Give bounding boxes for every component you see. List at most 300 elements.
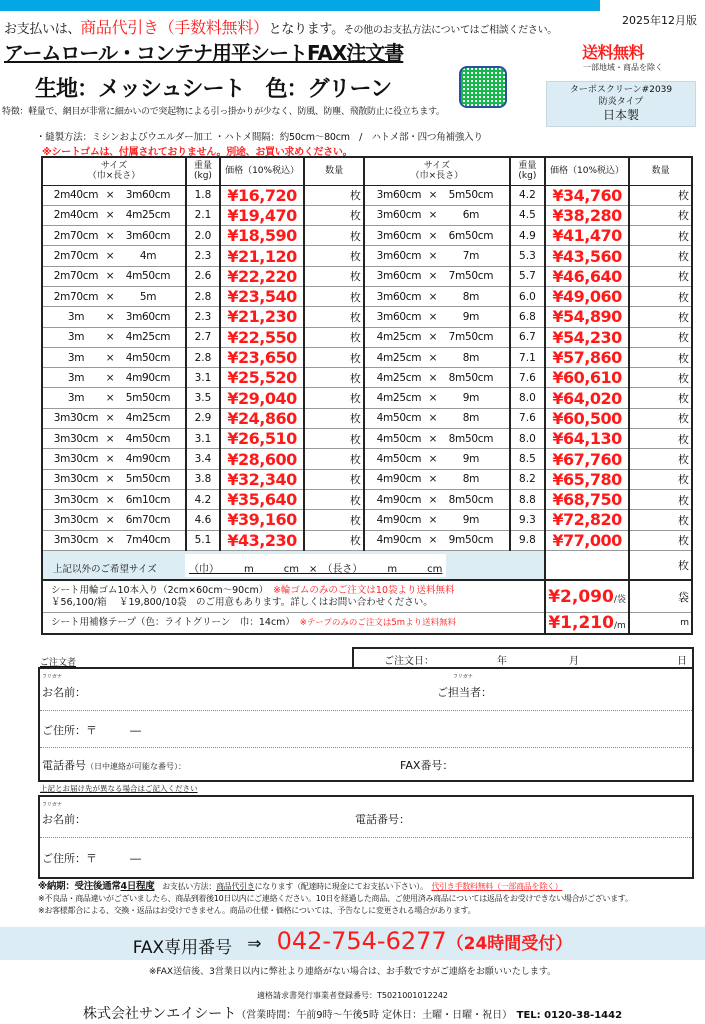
qty-cell[interactable]: 枚 [629, 327, 692, 347]
size-length: 3m60cm [125, 229, 171, 242]
qty-cell[interactable]: 枚 [629, 286, 692, 306]
qty-cell[interactable]: 枚 [304, 307, 364, 327]
times-sign: × [105, 534, 115, 547]
weight-cell: 6.0 [510, 286, 545, 306]
business-hours: （営業時間：午前9時～午後5時 定休日：土曜・日曜・祝日） [236, 1010, 513, 1021]
weight-cell: 2.6 [186, 266, 220, 286]
times-sign: × [105, 493, 115, 506]
payment-suffix: となります。 [268, 22, 344, 37]
size-length: 5m50cm [125, 392, 171, 405]
weight-cell: 2.1 [186, 205, 220, 225]
price-cell: ¥21,230 [220, 307, 304, 327]
times-sign: × [428, 290, 438, 303]
size-cell [42, 286, 186, 306]
size-length: 9m50cm [448, 534, 494, 547]
header-qty: 数量 [629, 157, 692, 185]
size-cell [364, 286, 510, 306]
orderer-contact-label: ご担当者： [437, 686, 492, 699]
free-shipping-badge: 送料無料 [582, 43, 645, 62]
rubber-band-line2: ￥56,100/箱 ￥19,800/10袋 のご用意もあります。詳しくはお問い合わせください。 [51, 596, 433, 608]
size-cell [42, 347, 186, 367]
table-row [42, 489, 692, 509]
delivery-name-label: お名前： [42, 813, 86, 826]
size-cell [364, 246, 510, 266]
weight-cell: 9.3 [510, 510, 545, 530]
table-row [42, 368, 692, 388]
size-width: 3m [67, 331, 85, 344]
size-cell [42, 327, 186, 347]
size-cell [42, 226, 186, 246]
size-length: 5m50cm [125, 473, 171, 486]
header-price: 価格（10%税込） [220, 157, 304, 185]
delivery-name-furigana: フリガナ [42, 802, 62, 808]
info-product-name: ターポスクリーン#2039 [569, 85, 673, 95]
note-returns: ※お客様都合による、交換・返品はお受けできません。商品の仕様・価格については、予告なしに変更される場合があります。 [38, 906, 476, 915]
delivery-name-row[interactable] [40, 797, 692, 838]
size-cell [364, 429, 510, 449]
size-length: 4m50cm [125, 270, 171, 283]
size-cell [364, 185, 510, 205]
qty-cell[interactable]: 枚 [629, 469, 692, 489]
feature-text: 特徴：軽量で、網目が非常に細かいので突起物による引っ掛かりが少なく、防風、防塵、飛散防止に役立ちます。 [2, 107, 445, 117]
header-price: 価格（10%税込） [545, 157, 629, 185]
qty-cell[interactable]: 枚 [629, 307, 692, 327]
weight-cell: 3.1 [186, 368, 220, 388]
price-table [41, 156, 693, 635]
size-width: 3m60cm [376, 229, 422, 242]
price-cell: ¥26,510 [220, 429, 304, 449]
size-cell [42, 266, 186, 286]
size-cell [42, 185, 186, 205]
weight-cell: 4.5 [510, 205, 545, 225]
price-cell: ¥22,550 [220, 327, 304, 347]
orderer-name-row[interactable] [40, 669, 692, 711]
price-cell: ¥24,860 [220, 408, 304, 428]
qty-cell[interactable]: 枚 [629, 368, 692, 388]
size-width: 2m70cm [53, 229, 99, 242]
weight-cell: 2.9 [186, 408, 220, 428]
size-width: 3m60cm [376, 310, 422, 323]
note-defects: ※不良品・商品違いがございましたら、商品到着後10日以内にご連絡ください。10日を経過した商品、ご使用済み商品については返品をお受けできない場合がございます。 [38, 894, 633, 903]
size-cell [42, 489, 186, 509]
weight-cell: 5.7 [510, 266, 545, 286]
qty-cell[interactable]: 枚 [304, 205, 364, 225]
times-sign: × [105, 270, 115, 283]
size-width: 4m90cm [376, 534, 422, 547]
size-width: 4m50cm [376, 412, 422, 425]
weight-cell: 2.0 [186, 226, 220, 246]
qty-cell[interactable]: 枚 [629, 489, 692, 509]
weight-cell: 2.8 [186, 347, 220, 367]
table-header-row [42, 157, 692, 185]
times-sign: × [428, 189, 438, 202]
size-cell [364, 530, 510, 550]
price-cell: ¥39,160 [220, 510, 304, 530]
table-row [42, 388, 692, 408]
times-sign: × [105, 290, 115, 303]
times-sign: × [105, 310, 115, 323]
size-width: 2m70cm [53, 250, 99, 263]
weight-cell: 6.8 [510, 307, 545, 327]
rubber-band-desc [42, 580, 545, 612]
times-sign: × [428, 250, 438, 263]
size-length: 5m [139, 290, 157, 303]
qty-cell[interactable]: 枚 [304, 286, 364, 306]
price-cell: ¥18,590 [220, 226, 304, 246]
times-sign: × [428, 331, 438, 344]
weight-cell: 3.4 [186, 449, 220, 469]
repair-tape-line: シート用補修テープ（色：ライトグリーン 巾：14cm） [51, 617, 291, 629]
qty-cell[interactable]: 枚 [304, 368, 364, 388]
size-width: 4m90cm [376, 513, 422, 526]
size-width: 3m60cm [376, 209, 422, 222]
weight-cell: 3.1 [186, 429, 220, 449]
size-cell [364, 489, 510, 509]
table-row [42, 530, 692, 550]
size-cell [42, 205, 186, 225]
order-date-year: 年 [497, 656, 507, 667]
company-tel: TEL: 0120-38-1442 [516, 1010, 623, 1021]
qty-cell[interactable]: 枚 [629, 226, 692, 246]
header-weight: 重量 (kg) [510, 157, 545, 185]
size-cell [364, 226, 510, 246]
orderer-name-label: お名前： [42, 686, 86, 699]
order-date-field[interactable] [352, 647, 694, 668]
qty-cell[interactable]: 枚 [304, 530, 364, 550]
orderer-form [38, 667, 694, 782]
size-width: 3m30cm [53, 432, 99, 445]
weight-cell: 7.1 [510, 347, 545, 367]
price-cell: ¥29,040 [220, 388, 304, 408]
size-length: 8m50cm [448, 371, 494, 384]
weight-cell: 8.0 [510, 429, 545, 449]
size-width: 2m70cm [53, 270, 99, 283]
table-row [42, 449, 692, 469]
weight-cell: 3.5 [186, 388, 220, 408]
times-sign: × [105, 453, 115, 465]
size-length: 6m [462, 209, 480, 222]
qty-cell[interactable]: 枚 [629, 388, 692, 408]
size-cell [364, 368, 510, 388]
times-sign: × [428, 453, 438, 465]
size-cell [364, 449, 510, 469]
times-sign: × [105, 229, 115, 242]
rubber-band-row [42, 580, 692, 612]
price-cell: ¥41,470 [545, 226, 629, 246]
qty-cell[interactable]: 枚 [304, 246, 364, 266]
size-width: 3m60cm [376, 250, 422, 263]
times-sign: × [428, 209, 438, 222]
size-cell [42, 510, 186, 530]
weight-cell: 8.0 [510, 388, 545, 408]
size-width: 2m40cm [53, 209, 99, 222]
custom-size-price [545, 550, 629, 580]
custom-size-row [42, 550, 692, 580]
size-length: 3m60cm [125, 310, 171, 323]
delivery-phone-label: 電話番号： [355, 813, 410, 826]
table-row [42, 286, 692, 306]
table-row [42, 510, 692, 530]
size-length: 4m25cm [125, 412, 171, 425]
size-length: 7m50cm [448, 331, 494, 344]
note-delivery-payment: ※納期：受注後通常4日程度 お支払い方法：商品代引きになります（配達時に現金にてお支払い下さい）。 代引き手数料無料（一部商品を除く） [38, 881, 563, 892]
weight-cell: 4.2 [510, 185, 545, 205]
size-cell [364, 469, 510, 489]
price-cell: ¥49,060 [545, 286, 629, 306]
price-cell: ¥43,560 [545, 246, 629, 266]
qty-cell[interactable]: 枚 [304, 327, 364, 347]
size-length: 8m [462, 473, 480, 486]
times-sign: × [428, 310, 438, 323]
orderer-phone-label: 電話番号（日中連絡が可能な番号）： [42, 759, 186, 772]
qty-cell[interactable]: 枚 [304, 388, 364, 408]
weight-cell: 8.8 [510, 489, 545, 509]
size-length: 4m50cm [125, 351, 171, 364]
size-cell [42, 388, 186, 408]
table-row [42, 429, 692, 449]
fax-number: 042-754-6277 [276, 927, 447, 955]
size-length: 7m [462, 250, 480, 263]
price-cell: ¥19,470 [220, 205, 304, 225]
times-sign: × [105, 189, 115, 202]
fax-followup-note: ※FAX送信後、3営業日以内に弊社より連絡がない場合は、お手数ですがご連絡をお願いいたします。 [148, 967, 557, 977]
size-cell [42, 429, 186, 449]
table-row [42, 185, 692, 205]
contact-furigana: フリガナ [453, 674, 473, 680]
size-cell [364, 266, 510, 286]
orderer-section-label: ご注文者 [40, 658, 77, 668]
times-sign: × [428, 513, 438, 526]
top-accent-bar [0, 0, 600, 11]
times-sign: × [105, 513, 115, 526]
weight-cell: 6.7 [510, 327, 545, 347]
payment-other: その他のお支払方法についてはご相談ください。 [343, 25, 557, 36]
times-sign: × [105, 473, 115, 486]
order-date-day: 日 [677, 656, 687, 667]
order-date-month: 月 [569, 656, 579, 667]
size-width: 3m30cm [53, 412, 99, 425]
weight-cell: 1.8 [186, 185, 220, 205]
qty-cell[interactable]: 枚 [629, 185, 692, 205]
times-sign: × [428, 493, 438, 506]
size-length: 4m25cm [125, 331, 171, 344]
size-width: 3m30cm [53, 493, 99, 506]
table-row [42, 347, 692, 367]
size-length: 6m50cm [448, 229, 494, 242]
material-color-heading: 生地：メッシュシート 色：グリーン [35, 77, 392, 102]
table-row [42, 246, 692, 266]
notes-block [38, 881, 633, 917]
table-row [42, 408, 692, 428]
size-cell [364, 205, 510, 225]
custom-size-label: 上記以外のご希望サイズ [53, 563, 157, 575]
size-width: 2m70cm [53, 290, 99, 303]
company-name: 株式会社サンエイシート [82, 1006, 237, 1022]
size-length: 8m [462, 290, 480, 303]
weight-cell: 8.2 [510, 469, 545, 489]
delivery-address-row[interactable] [40, 838, 692, 877]
weight-cell: 8.5 [510, 449, 545, 469]
qty-cell[interactable]: 枚 [629, 429, 692, 449]
price-cell: ¥72,820 [545, 510, 629, 530]
price-cell: ¥38,280 [545, 205, 629, 225]
weight-cell: 2.3 [186, 246, 220, 266]
times-sign: × [428, 534, 438, 547]
size-length: 3m60cm [125, 189, 171, 202]
price-cell: ¥25,520 [220, 368, 304, 388]
company-info [0, 1003, 705, 1023]
size-width: 3m30cm [53, 473, 99, 486]
free-shipping-note: 一部地域・商品を除く [583, 63, 663, 72]
size-width: 4m90cm [376, 493, 422, 506]
price-cell: ¥23,650 [220, 347, 304, 367]
header-size: サイズ （巾×長さ） [364, 157, 510, 185]
weight-cell: 2.3 [186, 307, 220, 327]
size-width: 3m [67, 310, 85, 323]
price-cell: ¥22,220 [220, 266, 304, 286]
size-length: 7m40cm [125, 534, 171, 547]
order-date-label: ご注文日： [384, 656, 434, 667]
size-length: 9m [462, 453, 480, 465]
header-size: サイズ （巾×長さ） [42, 157, 186, 185]
size-width: 4m25cm [376, 331, 422, 344]
times-sign: × [105, 432, 115, 445]
weight-cell: 5.1 [186, 530, 220, 550]
custom-size-spacer [510, 550, 545, 580]
qty-cell[interactable]: 枚 [629, 449, 692, 469]
table-row [42, 266, 692, 286]
repair-tape-desc [42, 612, 545, 634]
times-sign: × [105, 351, 115, 364]
weight-cell: 7.6 [510, 408, 545, 428]
info-fireproof: 防炎タイプ [598, 97, 644, 107]
qty-cell[interactable]: 枚 [629, 205, 692, 225]
fax-label: FAX専用番号 [132, 938, 233, 958]
size-width: 3m [67, 392, 85, 405]
table-row [42, 205, 692, 225]
price-cell: ¥23,540 [220, 286, 304, 306]
size-width: 3m30cm [53, 513, 99, 526]
registration-number: 適格請求書発行事業者登録番号：T5021001012242 [256, 991, 449, 1000]
size-length: 4m25cm [125, 209, 171, 222]
size-length: 6m70cm [125, 513, 171, 526]
repair-tape-free-note: ※テープのみのご注文は5mより送料無料 [299, 618, 457, 629]
rubber-band-line1: シート用輪ゴム10本入り（2cm×60cm～90cm） [51, 584, 264, 596]
times-sign: × [428, 229, 438, 242]
size-width: 4m25cm [376, 392, 422, 405]
times-sign: × [428, 371, 438, 384]
size-cell [364, 510, 510, 530]
price-cell: ¥65,780 [545, 469, 629, 489]
qty-cell[interactable]: 枚 [629, 530, 692, 550]
price-cell: ¥67,760 [545, 449, 629, 469]
qty-cell[interactable]: 枚 [304, 429, 364, 449]
header-qty: 数量 [304, 157, 364, 185]
times-sign: × [105, 392, 115, 405]
price-cell: ¥34,760 [545, 185, 629, 205]
qty-cell[interactable]: 枚 [629, 408, 692, 428]
qty-cell[interactable]: 枚 [304, 226, 364, 246]
size-width: 3m [67, 371, 85, 384]
qty-cell[interactable]: 枚 [629, 266, 692, 286]
size-length: 7m50cm [448, 270, 494, 283]
qty-cell[interactable]: 枚 [304, 449, 364, 469]
price-cell: ¥46,640 [545, 266, 629, 286]
qty-cell[interactable]: 枚 [304, 185, 364, 205]
size-width: 3m30cm [53, 453, 99, 465]
table-row [42, 327, 692, 347]
payment-notice [4, 15, 557, 38]
rubber-band-qty[interactable]: 袋 [629, 580, 692, 612]
qty-cell[interactable]: 枚 [304, 510, 364, 530]
weight-cell: 9.8 [510, 530, 545, 550]
size-cell [42, 408, 186, 428]
custom-size-input[interactable]: （巾） m cm × （長さ） m cm [185, 554, 446, 577]
size-length: 4m50cm [125, 432, 171, 445]
sewing-method: ・縫製方法：ミシンおよびウエルダー加工 ・ハトメ間隔：約50cm～80cm / ハトメ部・四つ角補強入り [36, 132, 483, 143]
times-sign: × [428, 270, 438, 283]
gum-not-included-note: ※シートゴムは、付属されておりません。別途、お買い求めください。 [42, 147, 353, 158]
size-length: 6m10cm [125, 493, 171, 506]
qty-cell[interactable]: 枚 [304, 408, 364, 428]
size-length: 5m50cm [448, 189, 494, 202]
product-info-box [546, 81, 696, 127]
size-length: 9m [462, 513, 480, 526]
size-cell [364, 307, 510, 327]
weight-cell: 4.6 [186, 510, 220, 530]
repair-tape-qty[interactable]: m [629, 612, 692, 634]
size-length: 8m [462, 351, 480, 364]
qty-cell[interactable]: 枚 [304, 469, 364, 489]
size-length: 9m [462, 310, 480, 323]
qty-cell[interactable]: 枚 [304, 347, 364, 367]
size-cell [42, 307, 186, 327]
qty-cell[interactable]: 枚 [629, 347, 692, 367]
delivery-section-label: 上記とお届け先が異なる場合はご記入ください [40, 784, 198, 793]
orderer-phone-row[interactable] [40, 748, 692, 780]
custom-size-qty[interactable]: 枚 [629, 550, 692, 580]
size-cell [42, 246, 186, 266]
times-sign: × [105, 412, 115, 425]
size-length: 8m [462, 412, 480, 425]
weight-cell: 2.7 [186, 327, 220, 347]
times-sign: × [428, 432, 438, 445]
orderer-address-row[interactable] [40, 711, 692, 748]
size-length: 9m [462, 392, 480, 405]
size-cell [364, 347, 510, 367]
fax-number-band [0, 927, 705, 960]
qty-cell[interactable]: 枚 [629, 246, 692, 266]
page-title: アームロール・コンテナ用平シートFAX注文書 [4, 41, 404, 65]
table-row [42, 226, 692, 246]
qty-cell[interactable]: 枚 [304, 489, 364, 509]
times-sign: × [428, 412, 438, 425]
size-width: 4m50cm [376, 432, 422, 445]
repair-tape-row [42, 612, 692, 634]
size-width: 3m60cm [376, 290, 422, 303]
qty-cell[interactable]: 枚 [629, 510, 692, 530]
qty-cell[interactable]: 枚 [304, 266, 364, 286]
weight-cell: 4.9 [510, 226, 545, 246]
times-sign: × [105, 250, 115, 263]
custom-size-cell [42, 550, 510, 580]
times-sign: × [428, 473, 438, 486]
arrow-right-icon: ⇒ [247, 934, 262, 954]
repair-tape-price: ¥1,210/m [545, 612, 629, 634]
payment-highlight: 商品代引き（手数料無料） [80, 18, 269, 37]
size-cell [42, 449, 186, 469]
size-cell [364, 388, 510, 408]
